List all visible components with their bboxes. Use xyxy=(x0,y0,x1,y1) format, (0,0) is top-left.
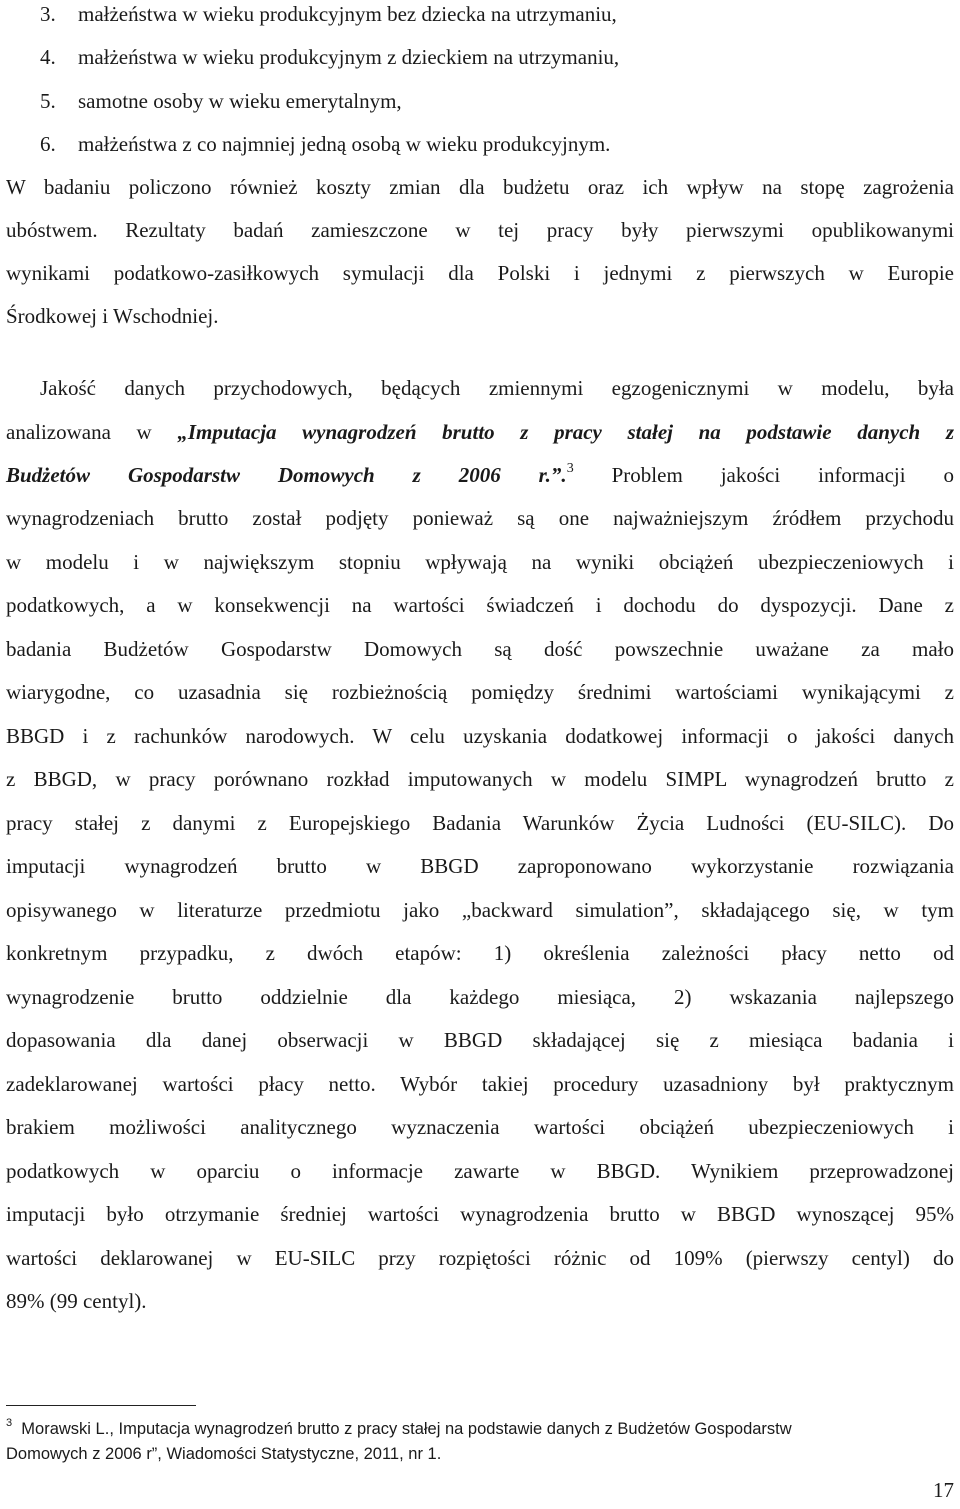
list-item: 3. małżeństwa w wieku produkcyjnym bez dziecka na utrzymaniu, xyxy=(40,2,617,26)
footnote-line: Domowych z 2006 r”, Wiadomości Statystyczne, 2011, nr 1. xyxy=(6,1445,442,1463)
text-line: dopasowania dla danej obserwacji w BBGD składającej się z miesiąca badania i xyxy=(6,1028,954,1052)
footnote-ref[interactable]: 3 xyxy=(566,461,574,476)
text-line: ubóstwem. Rezultaty badań zamieszczone w tej pracy były pierwszymi opublikowanymi xyxy=(6,218,954,242)
text-line: Budżetów Gospodarstw Domowych z 2006 r.”.$^3$ Problem jakości informacji o xyxy=(6,461,954,487)
list-item: 5. samotne osoby w wieku emerytalnym, xyxy=(40,89,402,113)
text-line: zadeklarowanej wartości płacy netto. Wybór takiej procedury uzasadniony był praktycznym xyxy=(6,1072,954,1096)
text-line: pracy stałej z danymi z Europejskiego Badania Warunków Życia Ludności (EU-SILC). Do xyxy=(6,811,954,835)
list-item: 6. małżeństwa z co najmniej jedną osobą w wieku produkcyjnym. xyxy=(40,132,611,156)
text-line: 89% (99 centyl). xyxy=(6,1289,147,1313)
text-line: z BBGD, w pracy porównano rozkład imputowanych w modelu SIMPL wynagrodzeń brutto z xyxy=(6,767,954,791)
cited-title: Budżetów Gospodarstw Domowych z 2006 r.”. xyxy=(6,463,567,487)
text-line: wynikami podatkowo-zasiłkowych symulacji dla Polski i jednymi z pierwszych w Europie xyxy=(6,261,954,285)
text-line: analizowana w „Imputacja wynagrodzeń brutto z pracy stałej na podstawie danych z xyxy=(6,420,954,444)
text-line: Jakość danych przychodowych, będących zmiennymi egzogenicznymi w modelu, była xyxy=(40,376,954,400)
footnote-separator xyxy=(6,1405,196,1406)
footnote-mark: 3 xyxy=(6,1416,13,1429)
text-line: w modelu i w największym stopniu wpływają na wyniki obciążeń ubezpieczeniowych i xyxy=(6,550,954,574)
text-line: wynagrodzeniach brutto został podjęty ponieważ są one najważniejszym źródłem przychodu xyxy=(6,506,954,530)
text-line: wiarygodne, co uzasadnia się rozbieżnością pomiędzy średnimi wartościami wynikającymi z xyxy=(6,680,954,704)
cited-title: „Imputacja wynagrodzeń brutto z pracy stałej na podstawie danych z xyxy=(177,420,954,444)
text-line: wartości deklarowanej w EU-SILC przy rozpiętości różnic od 109% (pierwszy centyl) do xyxy=(6,1246,954,1270)
text-line: podatkowych w oparciu o informacje zawarte w BBGD. Wynikiem przeprowadzonej xyxy=(6,1159,954,1183)
text-line: imputacji wynagrodzeń brutto w BBGD zaproponowano wykorzystanie rozwiązania xyxy=(6,854,954,878)
text-line: Środkowej i Wschodniej. xyxy=(6,304,219,328)
text-line: wynagrodzenie brutto oddzielnie dla każdego miesiąca, 2) wskazania najlepszego xyxy=(6,985,954,1009)
page-number: 17 xyxy=(933,1478,954,1502)
text-line: badania Budżetów Gospodarstw Domowych są dość powszechnie uważane za mało xyxy=(6,637,954,661)
text-line: brakiem możliwości analitycznego wyznaczenia wartości obciążeń ubezpieczeniowych i xyxy=(6,1115,954,1139)
footnote-line: $^3$ Morawski L., Imputacja wynagrodzeń brutto z pracy stałej na podstawie danych z Budżetów Gospodarstw xyxy=(6,1416,792,1438)
list-item: 4. małżeństwa w wieku produkcyjnym z dzieckiem na utrzymaniu, xyxy=(40,45,620,69)
text-line: podatkowych, a w konsekwencji na wartości świadczeń i dochodu do dyspozycji. Dane z xyxy=(6,593,954,617)
text-line: konkretnym przypadku, z dwóch etapów: 1) określenia zależności płacy netto od xyxy=(6,941,954,965)
text-line: W badaniu policzono również koszty zmian dla budżetu oraz ich wpływ na stopę zagrożenia xyxy=(6,175,954,199)
text-line: opisywanego w literaturze przedmiotu jako „backward simulation”, składającego się, w tym xyxy=(6,898,954,922)
text-line: BBGD i z rachunków narodowych. W celu uzyskania dodatkowej informacji o jakości danych xyxy=(6,724,954,748)
text-line: imputacji było otrzymanie średniej wartości wynagrodzenia brutto w BBGD wynoszącej 95% xyxy=(6,1202,954,1226)
